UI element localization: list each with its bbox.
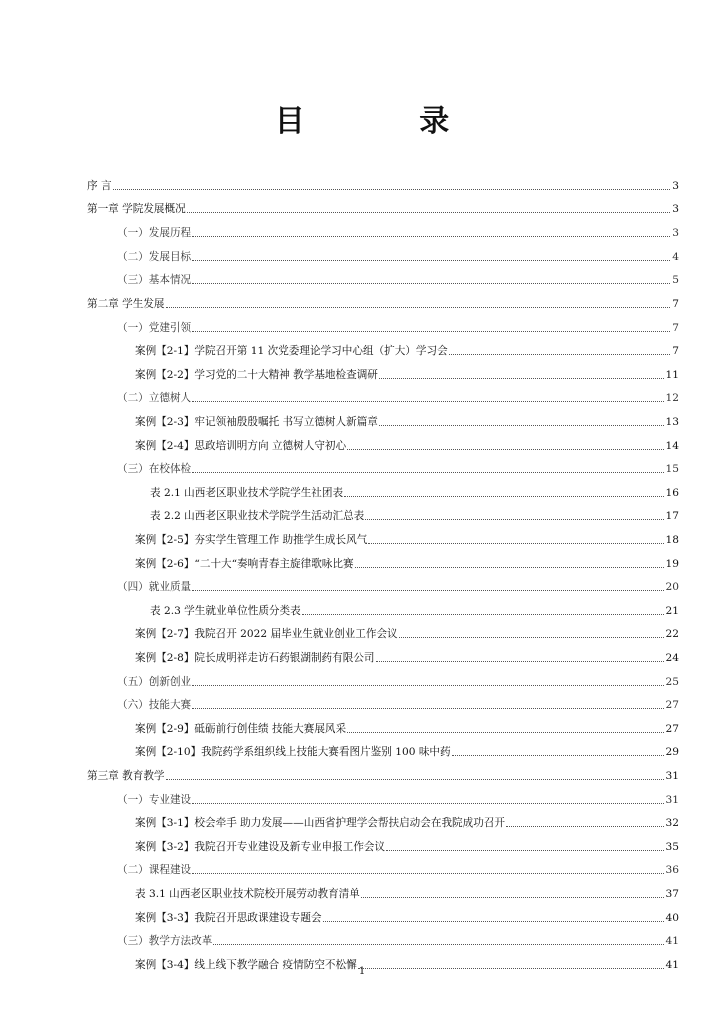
toc-entry[interactable]: 表 2.1 山西老区职业技术学院学生社团表 16 [150,487,679,499]
toc-entry[interactable]: （一）专业建设 31 [117,794,679,806]
leader-dots [213,942,663,945]
leader-dots [192,683,663,686]
toc-entry[interactable]: 案例【2-4】思政培训明方向 立德树人守初心 14 [135,440,679,452]
leader-dots [113,187,671,190]
leader-dots [379,376,664,379]
toc-entry[interactable]: （二）发展目标 4 [117,251,679,263]
toc-entry[interactable]: 案例【2-10】我院药学系组织线上技能大赛看图片鉴别 100 味中药 29 [135,746,679,758]
toc-entry[interactable]: （四）就业质量 20 [117,581,679,593]
leader-dots [361,895,664,898]
leader-dots [347,447,663,450]
toc-entry[interactable]: 第一章 学院发展概况 3 [87,203,679,215]
toc-entry[interactable]: （一）发展历程 3 [117,227,679,239]
leader-dots [302,612,664,615]
toc-entry[interactable]: 第三章 教育教学 31 [87,770,679,782]
leader-dots [192,258,670,261]
leader-dots [368,541,663,544]
toc-entry[interactable]: 案例【2-6】“二十大“奏响青春主旋律歌咏比赛 19 [135,558,679,570]
toc-entry[interactable]: 案例【3-1】校会牵手 助力发展——山西省护理学会帮扶启动会在我院成功召开 32 [135,817,679,829]
leader-dots [166,777,664,780]
toc-entry[interactable]: 案例【2-5】夯实学生管理工作 助推学生成长风气 18 [135,534,679,546]
leader-dots [452,753,664,756]
toc-entry[interactable]: 案例【2-9】砥砺前行创佳绩 技能大赛展风采 27 [135,723,679,735]
leader-dots [386,848,663,851]
toc-entry[interactable]: （三）基本情况 5 [117,274,679,286]
toc-entry[interactable]: 案例【3-3】我院召开思政课建设专题会 40 [135,912,679,924]
leader-dots [449,352,671,355]
toc-entry[interactable]: 表 2.3 学生就业单位性质分类表 21 [150,605,679,617]
toc-entry[interactable]: 表 2.2 山西老区职业技术学院学生活动汇总表 17 [150,510,679,522]
leader-dots [379,423,664,426]
toc-entry[interactable]: （三）在校体检 15 [117,463,679,475]
leader-dots [344,494,663,497]
toc-entry[interactable]: 第二章 学生发展 7 [87,298,679,310]
toc-entry[interactable]: （二）立德树人 12 [117,392,679,404]
leader-dots [323,919,664,922]
toc-entry[interactable]: 表 3.1 山西老区职业技术院校开展劳动教育清单 37 [135,888,679,900]
leader-dots [192,399,663,402]
page-title: 目 录 [274,104,502,139]
leader-dots [192,801,663,804]
leader-dots [192,706,663,709]
page-number: 1 [358,966,366,977]
leader-dots [166,305,671,308]
toc-entry[interactable]: 案例【2-3】牢记领袖殷殷嘱托 书写立德树人新篇章 13 [135,416,679,428]
leader-dots [365,517,663,520]
toc-entry[interactable]: 案例【2-7】我院召开 2022 届毕业生就业创业工作会议 22 [135,628,679,640]
leader-dots [376,659,664,662]
toc-entry[interactable]: （一）党建引领 7 [117,322,679,334]
leader-dots [192,470,663,473]
toc-entry[interactable]: （三）教学方法改革 41 [117,935,679,947]
leader-dots [192,329,670,332]
toc-entry[interactable]: （二）课程建设 36 [117,864,679,876]
leader-dots [192,281,670,284]
leader-dots [192,234,670,237]
leader-dots [192,871,663,874]
toc-entry[interactable]: 案例【2-1】学院召开第 11 次党委理论学习中心组（扩大）学习会 7 [135,345,679,357]
leader-dots [192,588,663,591]
leader-dots [399,635,664,638]
toc-entry[interactable]: 案例【2-8】院长成明祥走访石药银湖制药有限公司 24 [135,652,679,664]
toc-entry[interactable]: （六）技能大赛 27 [117,699,679,711]
leader-dots [506,824,663,827]
toc-entry[interactable]: （五）创新创业 25 [117,676,679,688]
toc-entry[interactable]: 案例【3-4】线上线下教学融合 疫情防空不松懈 41 [135,959,679,971]
toc-entry[interactable]: 序 言 3 [87,180,679,192]
toc-entry[interactable]: 案例【2-2】学习党的二十大精神 教学基地检查调研 11 [135,369,679,381]
leader-dots [187,210,671,213]
leader-dots [347,730,663,733]
leader-dots [355,565,664,568]
toc-entry[interactable]: 案例【3-2】我院召开专业建设及新专业申报工作会议 35 [135,841,679,853]
